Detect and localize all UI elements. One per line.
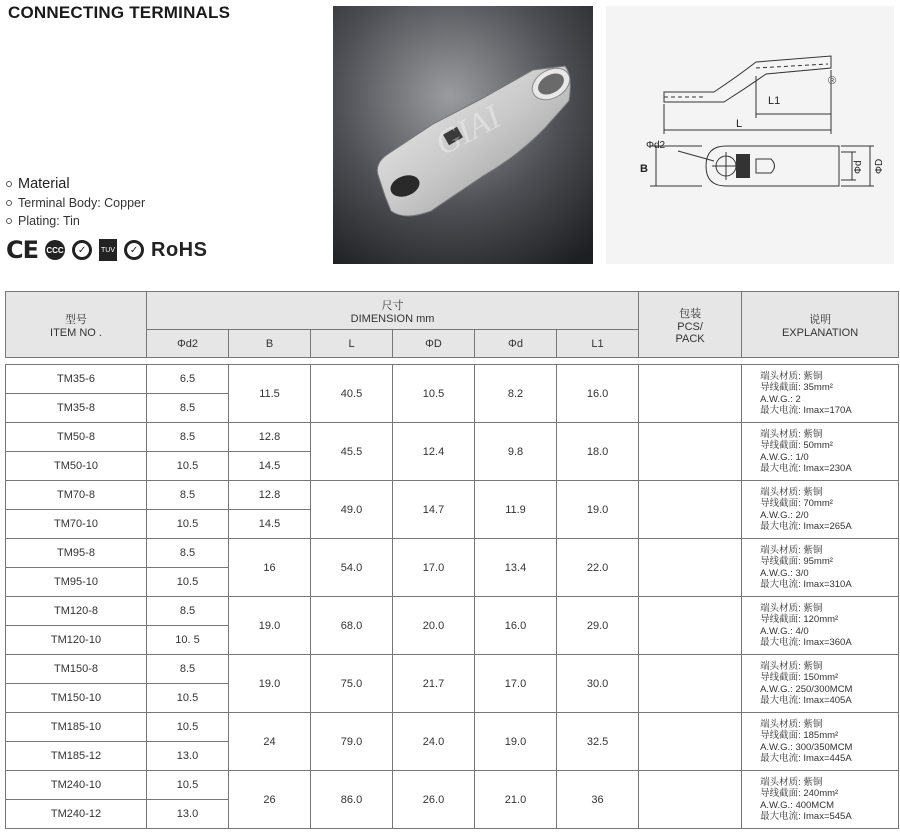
- pack-cell: [639, 771, 742, 829]
- table-row: [6, 365, 899, 394]
- d2-cell: 10. 5: [147, 626, 229, 655]
- table-row: [6, 597, 899, 626]
- dim-label-l1: L1: [768, 95, 781, 107]
- explanation-cell: [742, 365, 899, 423]
- item-no-cell: TM50-8: [6, 423, 147, 452]
- d2-cell: 13.0: [147, 800, 229, 829]
- pack-cell: [639, 539, 742, 597]
- table-row: [6, 481, 899, 510]
- explanation-cell: [742, 597, 899, 655]
- table-row: [6, 713, 899, 742]
- explanation-line: 导线截面: 240mm²: [760, 788, 839, 799]
- bullet-icon: [6, 218, 12, 224]
- explanation-line: 最大电流: Imax=265A: [760, 521, 852, 532]
- d2-cell: 8.5: [147, 423, 229, 452]
- table-row: [6, 655, 899, 684]
- explanation-line: 端头材质: 紫铜: [760, 602, 823, 614]
- l1-cell: 36: [557, 771, 639, 829]
- big-d-cell: 20.0: [393, 597, 475, 655]
- small-d-cell: 17.0: [475, 655, 557, 713]
- explanation-cell: [742, 713, 899, 771]
- pack-cell: [639, 597, 742, 655]
- tuv-square-logo: TUV: [99, 239, 117, 261]
- d2-cell: 8.5: [147, 481, 229, 510]
- item-no-cell: TM185-10: [6, 713, 147, 742]
- explanation-line: 导线截面: 50mm²: [760, 440, 833, 451]
- explanation-line: 导线截面: 35mm²: [760, 382, 833, 393]
- b-cell: 14.5: [229, 452, 311, 481]
- explanation-line: 导线截面: 150mm²: [760, 672, 839, 683]
- d2-cell: 10.5: [147, 771, 229, 800]
- col-header-l1: L1: [557, 330, 639, 358]
- l1-cell: 30.0: [557, 655, 639, 713]
- l1-cell: 29.0: [557, 597, 639, 655]
- col-header-small-d: Φd: [475, 330, 557, 358]
- b-cell: 19.0: [229, 655, 311, 713]
- l1-cell: 18.0: [557, 423, 639, 481]
- dim-label-l: L: [736, 118, 743, 130]
- table-row: [6, 539, 899, 568]
- item-no-cell: TM150-10: [6, 684, 147, 713]
- spec-table: [5, 291, 899, 829]
- b-cell: 11.5: [229, 365, 311, 423]
- explanation-line: 端头材质: 紫铜: [760, 486, 823, 498]
- header-dimension: 尺寸 DIMENSION mm: [147, 292, 639, 330]
- table-row: [6, 423, 899, 452]
- explanation-line: 端头材质: 紫铜: [760, 370, 823, 382]
- dim-label-d2: Φd2: [646, 140, 666, 151]
- sgs-mark-logo: ✓: [124, 240, 144, 260]
- rohs-mark-logo: RoHS: [151, 238, 208, 261]
- item-no-cell: TM35-6: [6, 365, 147, 394]
- explanation-line: 端头材质: 紫铜: [760, 544, 823, 556]
- feature-list: [6, 174, 145, 230]
- d2-cell: 10.5: [147, 713, 229, 742]
- explanation-line: 端头材质: 紫铜: [760, 776, 823, 788]
- explanation-line: 最大电流: Imax=545A: [760, 811, 852, 822]
- d2-cell: 8.5: [147, 597, 229, 626]
- item-no-cell: TM240-12: [6, 800, 147, 829]
- col-header-b: B: [229, 330, 311, 358]
- small-d-cell: 13.4: [475, 539, 557, 597]
- explanation-line: A.W.G.: 250/300MCM: [760, 683, 853, 695]
- big-d-cell: 10.5: [393, 365, 475, 423]
- l-cell: 68.0: [311, 597, 393, 655]
- table-row: [6, 771, 899, 800]
- l-cell: 45.5: [311, 423, 393, 481]
- explanation-line: A.W.G.: 300/350MCM: [760, 741, 853, 753]
- b-cell: 12.8: [229, 481, 311, 510]
- explanation-line: 端头材质: 紫铜: [760, 428, 823, 440]
- explanation-cell: [742, 423, 899, 481]
- explanation-cell: [742, 481, 899, 539]
- l-cell: 49.0: [311, 481, 393, 539]
- big-d-cell: 17.0: [393, 539, 475, 597]
- b-cell: 24: [229, 713, 311, 771]
- d2-cell: 8.5: [147, 539, 229, 568]
- pack-cell: [639, 713, 742, 771]
- d2-cell: 10.5: [147, 510, 229, 539]
- explanation-cell: [742, 539, 899, 597]
- d2-cell: 10.5: [147, 452, 229, 481]
- explanation-line: 导线截面: 185mm²: [760, 730, 839, 741]
- explanation-line: 端头材质: 紫铜: [760, 660, 823, 672]
- explanation-line: 最大电流: Imax=170A: [760, 405, 852, 416]
- dim-label-big-d: ΦD: [874, 158, 885, 174]
- product-photo: [333, 6, 593, 264]
- certification-logos: [6, 236, 207, 264]
- dim-label-small-d: Φd: [853, 160, 864, 174]
- item-no-cell: TM70-8: [6, 481, 147, 510]
- col-header-d2: Φd2: [147, 330, 229, 358]
- l-cell: 40.5: [311, 365, 393, 423]
- pack-cell: [639, 481, 742, 539]
- item-no-cell: TM120-8: [6, 597, 147, 626]
- header-spacer: [6, 358, 899, 365]
- explanation-line: A.W.G.: 1/0: [760, 451, 809, 463]
- big-d-cell: 12.4: [393, 423, 475, 481]
- big-d-cell: 21.7: [393, 655, 475, 713]
- header-explanation: 说明 EXPLANATION: [742, 292, 899, 358]
- bullet-icon: [6, 181, 12, 187]
- item-no-cell: TM95-10: [6, 568, 147, 597]
- feature-heading: [6, 174, 145, 194]
- feature-item-label: Plating: Tin: [18, 214, 80, 228]
- b-cell: 19.0: [229, 597, 311, 655]
- l1-cell: 19.0: [557, 481, 639, 539]
- explanation-line: 最大电流: Imax=230A: [760, 463, 852, 474]
- l-cell: 54.0: [311, 539, 393, 597]
- b-cell: 26: [229, 771, 311, 829]
- pack-cell: [639, 423, 742, 481]
- item-no-cell: TM95-8: [6, 539, 147, 568]
- pack-cell: [639, 365, 742, 423]
- big-d-cell: 26.0: [393, 771, 475, 829]
- l1-cell: 22.0: [557, 539, 639, 597]
- d2-cell: 10.5: [147, 568, 229, 597]
- explanation-cell: [742, 655, 899, 713]
- tuv-mark-logo: ✓: [72, 240, 92, 260]
- feature-item-label: Terminal Body: Copper: [18, 196, 146, 210]
- explanation-line: A.W.G.: 3/0: [760, 567, 809, 579]
- ce-mark-logo: CE: [6, 236, 39, 264]
- small-d-cell: 9.8: [475, 423, 557, 481]
- explanation-line: A.W.G.: 2: [760, 393, 801, 405]
- big-d-cell: 24.0: [393, 713, 475, 771]
- small-d-cell: 21.0: [475, 771, 557, 829]
- feature-heading-label: Material: [18, 176, 70, 192]
- explanation-line: 端头材质: 紫铜: [760, 718, 823, 730]
- l-cell: 79.0: [311, 713, 393, 771]
- small-d-cell: 16.0: [475, 597, 557, 655]
- header-item-no: 型号 ITEM NO .: [6, 292, 147, 358]
- item-no-cell: TM70-10: [6, 510, 147, 539]
- l1-cell: 32.5: [557, 713, 639, 771]
- explanation-line: 导线截面: 120mm²: [760, 614, 839, 625]
- explanation-line: 最大电流: Imax=445A: [760, 753, 852, 764]
- explanation-cell: [742, 771, 899, 829]
- col-header-big-d: ΦD: [393, 330, 475, 358]
- ccc-mark-logo: CCC: [45, 240, 65, 260]
- feature-item: [6, 212, 145, 230]
- d2-cell: 6.5: [147, 365, 229, 394]
- item-no-cell: TM185-12: [6, 742, 147, 771]
- item-no-cell: TM120-10: [6, 626, 147, 655]
- explanation-line: A.W.G.: 4/0: [760, 625, 809, 637]
- small-d-cell: 11.9: [475, 481, 557, 539]
- header-pack: 包装 PCS/ PACK: [639, 292, 742, 358]
- item-no-cell: TM150-8: [6, 655, 147, 684]
- page-title: CONNECTING TERMINALS: [8, 3, 231, 22]
- col-header-l: L: [311, 330, 393, 358]
- item-no-cell: TM240-10: [6, 771, 147, 800]
- b-cell: 12.8: [229, 423, 311, 452]
- d2-cell: 10.5: [147, 684, 229, 713]
- explanation-line: 导线截面: 70mm²: [760, 498, 833, 509]
- registered-mark: ®: [828, 75, 837, 87]
- item-no-cell: TM50-10: [6, 452, 147, 481]
- d2-cell: 13.0: [147, 742, 229, 771]
- explanation-line: 最大电流: Imax=310A: [760, 579, 852, 590]
- b-cell: 16: [229, 539, 311, 597]
- feature-item: [6, 194, 145, 212]
- pack-cell: [639, 655, 742, 713]
- small-d-cell: 8.2: [475, 365, 557, 423]
- explanation-line: 导线截面: 95mm²: [760, 556, 833, 567]
- small-d-cell: 19.0: [475, 713, 557, 771]
- explanation-line: 最大电流: Imax=360A: [760, 637, 852, 648]
- l-cell: 75.0: [311, 655, 393, 713]
- dim-label-b: B: [640, 163, 648, 175]
- item-no-cell: TM35-8: [6, 394, 147, 423]
- photo-watermark: GIAI: [429, 98, 507, 164]
- big-d-cell: 14.7: [393, 481, 475, 539]
- explanation-line: A.W.G.: 2/0: [760, 509, 809, 521]
- l1-cell: 16.0: [557, 365, 639, 423]
- spec-table-body: [6, 365, 899, 829]
- d2-cell: 8.5: [147, 394, 229, 423]
- bullet-icon: [6, 200, 12, 206]
- l-cell: 86.0: [311, 771, 393, 829]
- d2-cell: 8.5: [147, 655, 229, 684]
- explanation-line: A.W.G.: 400MCM: [760, 799, 834, 811]
- explanation-line: 最大电流: Imax=405A: [760, 695, 852, 706]
- b-cell: 14.5: [229, 510, 311, 539]
- technical-drawing: [606, 6, 894, 264]
